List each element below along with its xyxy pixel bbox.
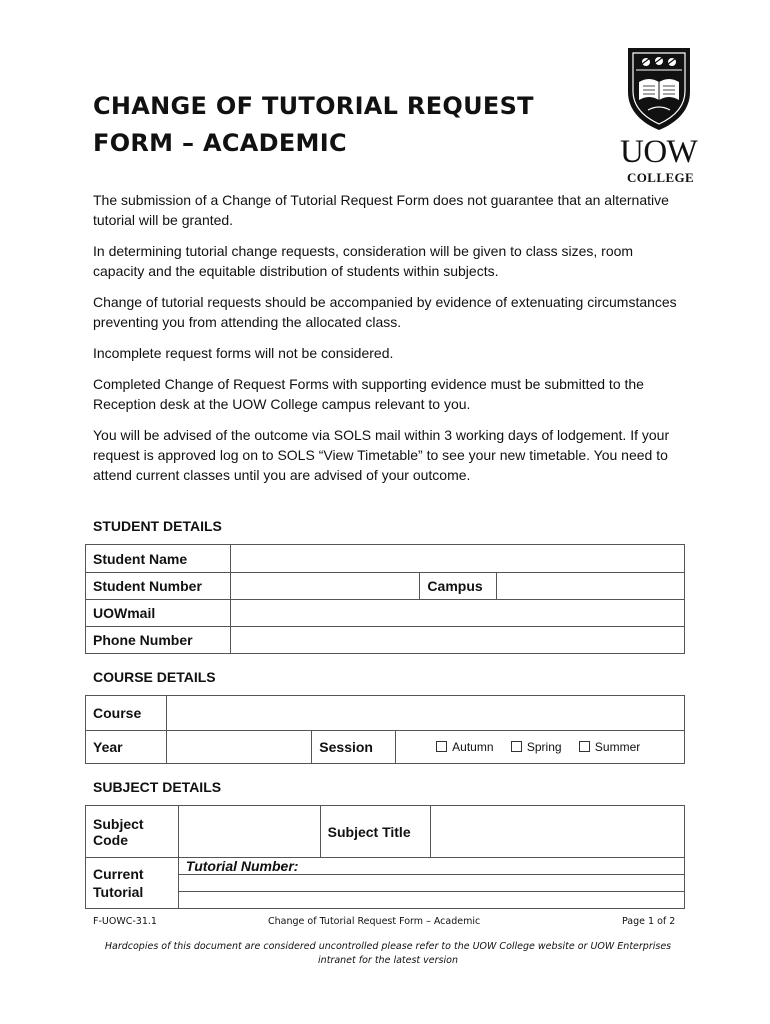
subject-title-label: Subject Title xyxy=(320,806,430,858)
form-title xyxy=(93,88,613,162)
year-label: Year xyxy=(86,731,167,764)
logo-uow-text: UOW xyxy=(620,134,698,170)
student-details-table xyxy=(85,544,685,654)
session-option-autumn[interactable]: Autumn xyxy=(436,740,493,754)
tutorial-field-row[interactable] xyxy=(178,892,684,909)
title-line-2: FORM – ACADEMIC xyxy=(93,129,347,157)
intro-paragraph: Completed Change of Request Forms with supporting evidence must be submitted to the Reception desk at the UOW College campus relevant to you. xyxy=(93,376,644,412)
subject-details-table xyxy=(85,805,685,909)
current-tutorial-label: Current Tutorial xyxy=(86,858,179,909)
subject-details-heading: SUBJECT DETAILS xyxy=(93,779,222,795)
phone-number-field[interactable] xyxy=(230,627,684,654)
footer-doc-title: Change of Tutorial Request Form – Academic xyxy=(268,916,481,927)
tutorial-field-row[interactable] xyxy=(178,875,684,892)
student-number-field[interactable] xyxy=(230,573,420,600)
checkbox-icon[interactable] xyxy=(436,741,447,752)
intro-text xyxy=(93,190,683,496)
intro-paragraph: Incomplete request forms will not be considered. xyxy=(93,345,394,361)
campus-field[interactable] xyxy=(497,573,685,600)
checkbox-icon[interactable] xyxy=(511,741,522,752)
course-label: Course xyxy=(86,696,167,731)
session-option-summer[interactable]: Summer xyxy=(579,740,640,754)
title-line-1: CHANGE OF TUTORIAL REQUEST xyxy=(93,92,534,120)
footer-disclaimer: Hardcopies of this document are considered uncontrolled please refer to the UOW College website or UOW Enterprises intranet for the latest version xyxy=(104,941,672,966)
subject-code-label: Subject Code xyxy=(86,806,179,858)
intro-paragraph: Change of tutorial requests should be accompanied by evidence of extenuating circumstances preventing you from attending the allocated class. xyxy=(93,294,677,330)
logo-college-text: COLLEGE xyxy=(627,170,695,185)
year-field[interactable] xyxy=(166,731,311,764)
tutorial-number-label: Tutorial Number: xyxy=(178,858,684,875)
uowmail-label: UOWmail xyxy=(86,600,231,627)
crest-icon xyxy=(624,44,694,132)
phone-number-label: Phone Number xyxy=(86,627,231,654)
session-label: Session xyxy=(312,731,396,764)
student-details-heading: STUDENT DETAILS xyxy=(93,518,222,534)
campus-label: Campus xyxy=(420,573,497,600)
footer-doc-code: F-UOWC-31.1 xyxy=(93,916,157,927)
intro-paragraph: The submission of a Change of Tutorial Request Form does not guarantee that an alternative tutorial will be granted. xyxy=(93,192,669,228)
student-name-label: Student Name xyxy=(86,545,231,573)
subject-code-field[interactable] xyxy=(178,806,320,858)
student-number-label: Student Number xyxy=(86,573,231,600)
intro-paragraph: You will be advised of the outcome via SOLS mail within 3 working days of lodgement. If your request is approved log on to SOLS “View Timetable” to see your new timetable. You need to attend current classes until you are advised of your outcome. xyxy=(93,427,670,483)
course-details-heading: COURSE DETAILS xyxy=(93,669,216,685)
session-option-spring[interactable]: Spring xyxy=(511,740,562,754)
course-details-table xyxy=(85,695,685,764)
subject-title-field[interactable] xyxy=(430,806,685,858)
session-options xyxy=(396,731,685,764)
uow-college-logo xyxy=(614,44,709,184)
intro-paragraph: In determining tutorial change requests, consideration will be given to class sizes, room capacity and the equitable distribution of students within subjects. xyxy=(93,243,634,279)
footer-page-number: Page 1 of 2 xyxy=(622,916,676,927)
uowmail-field[interactable] xyxy=(230,600,684,627)
student-name-field[interactable] xyxy=(230,545,684,573)
course-field[interactable] xyxy=(166,696,684,731)
checkbox-icon[interactable] xyxy=(579,741,590,752)
